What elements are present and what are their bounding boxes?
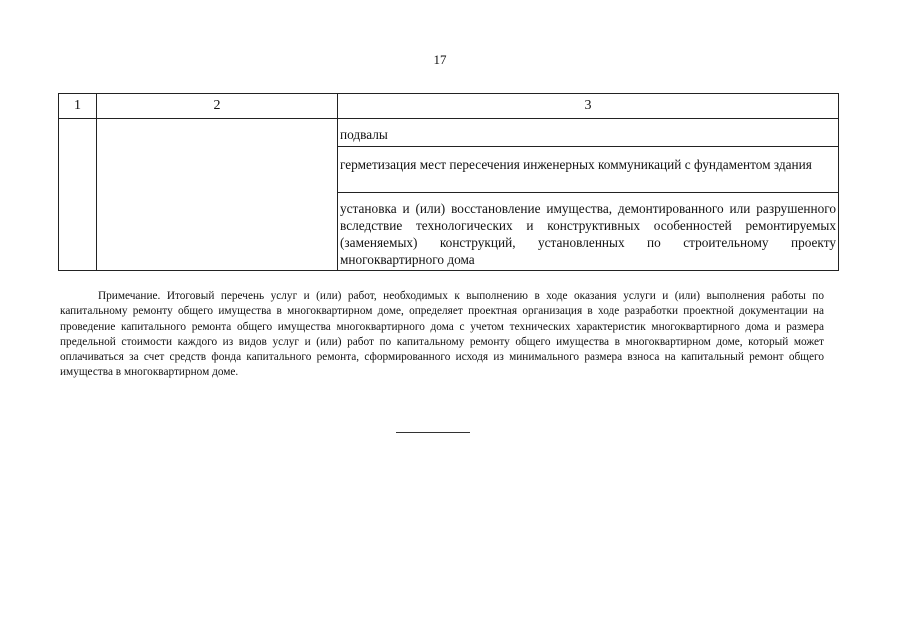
table-row: подвалы — [340, 127, 388, 142]
header-cell-3: 3 — [584, 98, 592, 113]
page-number: 17 — [433, 52, 447, 67]
works-table — [58, 93, 839, 271]
table-row: установка и (или) восстановление имущества, демонтированного или разрушенного вследствие технологических и конструктивных особенностей ремонтируемых (заменяемых) конструкций, установленных по строительному проекту многоквартирного дома — [340, 201, 836, 267]
column-divider-1 — [96, 94, 97, 270]
column-divider-2 — [337, 94, 338, 270]
header-row-border — [59, 118, 838, 119]
table-row: герметизация мест пересечения инженерных коммуникаций с фундаментом здания — [340, 157, 812, 172]
row-divider-2 — [337, 192, 838, 193]
closing-rule — [396, 432, 470, 433]
header-cell-1: 1 — [74, 98, 81, 113]
note-paragraph: Примечание. Итоговый перечень услуг и (или) работ, необходимых к выполнению в ходе оказания услуги и (или) выполнения работы по капитальному ремонту общего имущества в многоквартирном доме, определяет проектная организация в ходе разработки проектной документации на проведение капитального ремонта общего имущества многоквартирного дома с учетом технических характеристик многоквартирного дома и размера предельной стоимости каждого из видов услуг и (или) работ по капитальному ремонту общего имущества в многоквартирном доме, который может оплачиваться за счет средств фонда капитального ремонта, сформированного исходя из минимального размера взноса на капитальный ремонт общего имущества в многоквартирном доме. — [60, 290, 824, 379]
row-divider-1 — [337, 146, 838, 147]
header-cell-2: 2 — [213, 98, 221, 113]
